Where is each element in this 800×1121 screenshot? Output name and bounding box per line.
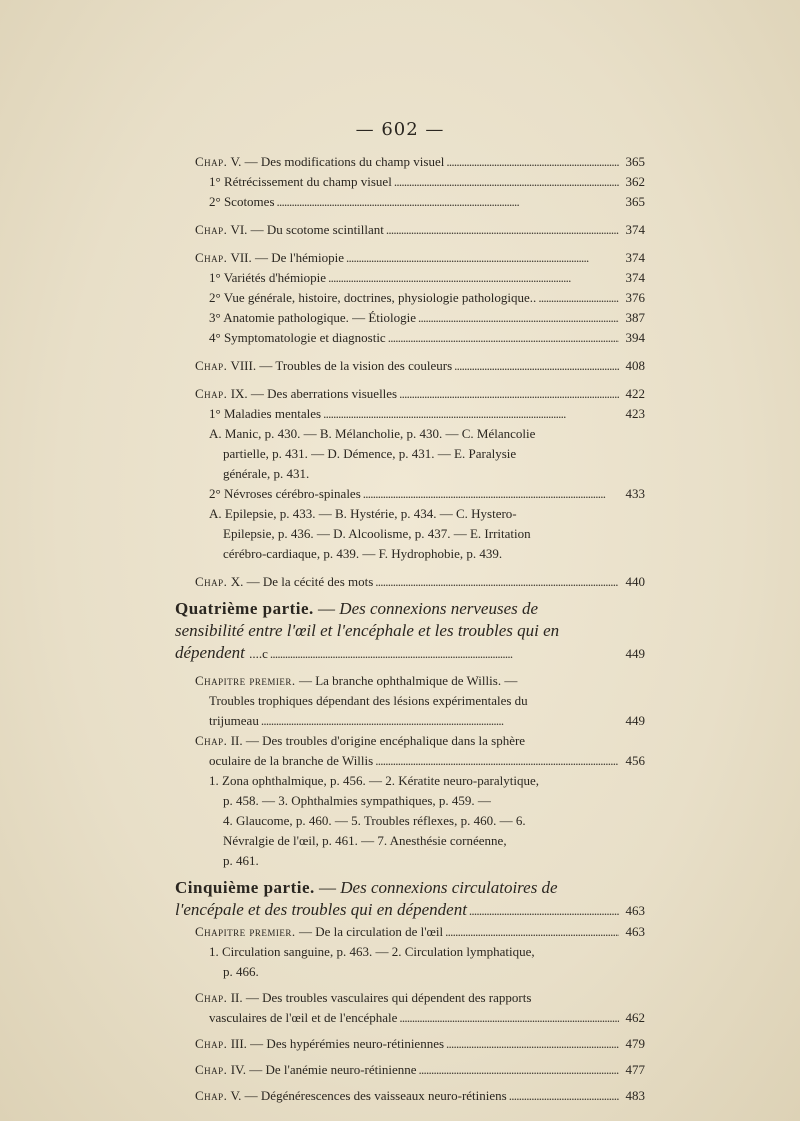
toc-detail: 4. Glaucome, p. 460. — 5. Troubles réflexes, p. 460. — 6.: [223, 813, 526, 828]
toc-subentry: 4° Symptomatologie et diagnostic . . . 394: [195, 328, 645, 348]
toc-entry-part5-chap4: Chap. IV. — De l'anémie neuro-rétinienne . . . 477: [195, 1060, 645, 1080]
dot-leader: [346, 248, 619, 268]
dot-leader: [363, 484, 619, 504]
part-name: Quatrième partie.: [175, 599, 314, 618]
dot-leader: [386, 220, 619, 240]
toc-detail: 1. Circulation sanguine, p. 463. — 2. Circulation lymphatique,: [209, 944, 535, 959]
toc-subentry: 1° Rétrécissement du champ visuel . . . 362: [195, 172, 645, 192]
table-of-contents: [175, 150, 645, 1106]
toc-entry-part5-chap3: Chap. III. — Des hypérémies neuro-rétiniennes . . . 479: [195, 1034, 645, 1054]
page-ref: 365: [625, 154, 645, 169]
toc-entry-chap5: [195, 152, 645, 172]
part-heading-5: Cinquième partie. — Des connexions circulatoires de l'encépale et des troubles qui en dépendent . . . 463: [175, 877, 645, 922]
toc-detail: A. Epilepsie, p. 433. — B. Hystérie, p. 434. — C. Hystero-: [209, 506, 517, 521]
dot-leader: [399, 1008, 619, 1028]
toc-entry-part5-chap2: Chap. II. — Des troubles vasculaires qui dépendent des rapports vasculaires de l'œil et de l'encéphale . . . 462: [195, 988, 645, 1028]
dot-leader: [261, 711, 619, 731]
dot-leader: [446, 152, 619, 172]
dot-leader: [445, 922, 619, 942]
toc-detail: 1. Zona ophthalmique, p. 456. — 2. Kératite neuro-paralytique,: [209, 773, 539, 788]
dot-leader: [538, 288, 619, 308]
toc-detail: p. 466.: [223, 964, 259, 979]
dot-leader: [399, 384, 619, 404]
chap-title: V. — Des modifications du champ visuel: [230, 154, 445, 169]
toc-detail: p. 458. — 3. Ophthalmies sympathiques, p. 459. —: [223, 793, 491, 808]
dot-leader: [454, 356, 619, 376]
dot-leader: [270, 643, 619, 665]
toc-entry-chap6: Chap. VI. — Du scotome scintillant . . . 374: [195, 220, 645, 240]
dot-leader: [446, 1034, 619, 1054]
toc-subentry: 3° Anatomie pathologique. — Étiologie . . . 387: [195, 308, 645, 328]
toc-subentry: 2° Névroses cérébro-spinales . . . 433: [195, 484, 645, 504]
part-heading-4: Quatrième partie. — Des connexions nerveuses de sensibilité entre l'œil et l'encéphale et les troubles qui en dépendent ....c . . . 449: [175, 598, 645, 665]
toc-subentry: 1° Maladies mentales . . . 423: [195, 404, 645, 424]
toc-entry-part4-chap1: Chapitre premier. — La branche ophthalmique de Willis. — Troubles trophiques dépendant des lésions expérimentales du trijumeau . . . 449: [195, 671, 645, 731]
toc-entry-part5-chap1: Chapitre premier. — De la circulation de l'œil . . . 463 1. Circulation sanguine, p. 463. — 2. Circulation lymphatique, p. 466.: [195, 922, 645, 982]
dot-leader: [418, 308, 619, 328]
toc-entry-part5-chap5: Chap. V. — Dégénérescences des vaisseaux neuro-rétiniens . . . 483: [195, 1086, 645, 1106]
page-number: — 602 —: [355, 119, 445, 140]
toc-subentry: 2° Scotomes . . . 365: [195, 192, 645, 212]
toc-detail: p. 461.: [223, 853, 259, 868]
toc-entry-chap10: Chap. X. — De la cécité des mots . . . 440: [195, 572, 645, 592]
toc-detail: générale, p. 431.: [223, 466, 310, 481]
dot-leader: [394, 172, 619, 192]
dot-leader: [277, 192, 619, 212]
toc-entry-chap8: Chap. VIII. — Troubles de la vision des couleurs . . . 408: [195, 356, 645, 376]
part-title: Des connexions nerveuses de: [339, 599, 539, 618]
dot-leader: [375, 751, 619, 771]
part-title: Des connexions circulatoires de: [340, 878, 558, 897]
dot-leader: [375, 572, 619, 592]
dot-leader: [509, 1086, 619, 1106]
dot-leader: [323, 404, 619, 424]
dot-leader: [388, 328, 619, 348]
part-name: Cinquième partie.: [175, 878, 315, 897]
dot-leader: [419, 1060, 619, 1080]
toc-detail: partielle, p. 431. — D. Démence, p. 431. — E. Paralysie: [223, 446, 517, 461]
toc-entry-part4-chap2: Chap. II. — Des troubles d'origine encéphalique dans la sphère oculaire de la branche de Willis . . . 456 1. Zona ophthalmique, p. 456. — 2. Kératite neuro-paralytique, p. 458. — 3. Ophthalmies sympathiques, p. 459. — 4. Glaucome, p. 460. — 5. Troubles réflexes, p. 460. — 6. Névralgie de l'œil, p. 461. — 7. Anesthésie cornéenne, p. 461.: [195, 731, 645, 871]
chap-label: Chap.: [195, 154, 228, 169]
toc-entry-chap7: Chap. VII. — De l'hémiopie . . . 374: [195, 248, 645, 268]
toc-subentry: 2° Vue générale, histoire, doctrines, physiologie pathologique.. . . . 376: [195, 288, 645, 308]
toc-detail: Epilepsie, p. 436. — D. Alcoolisme, p. 437. — E. Irritation: [223, 526, 531, 541]
toc-detail: cérébro-cardiaque, p. 439. — F. Hydrophobie, p. 439.: [223, 546, 503, 561]
dot-leader: [469, 900, 619, 922]
toc-detail: Névralgie de l'œil, p. 461. — 7. Anesthésie cornéenne,: [223, 833, 507, 848]
toc-detail: A. Manic, p. 430. — B. Mélancholie, p. 430. — C. Mélancolie: [209, 426, 536, 441]
toc-subentry: 1° Variétés d'hémiopie . . . 374: [195, 268, 645, 288]
dot-leader: [328, 268, 619, 288]
toc-entry-chap9: Chap. IX. — Des aberrations visuelles . . . 422: [195, 384, 645, 404]
